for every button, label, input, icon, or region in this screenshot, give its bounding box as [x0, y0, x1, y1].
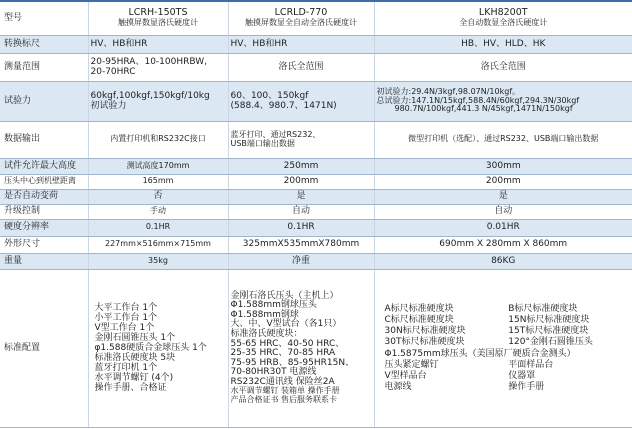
- config-v2-item: 70-80HR30T 电源线: [230, 367, 317, 378]
- force-v1: [88, 81, 228, 121]
- config-label: 标准配置: [0, 269, 88, 427]
- config-v3-item: 电源线: [384, 381, 412, 392]
- config-v2-item: 产品合格证书 售后服务联系卡: [230, 394, 338, 404]
- config-v2-item: 水平调节螺钉 装箱单 操作手册: [230, 386, 340, 396]
- throat-label: 压头中心到机壁距离: [0, 174, 88, 189]
- weight-v1: 35kg: [88, 253, 228, 269]
- force-v3-line: 总试验力:147.1N/15kgf,588.4N/60kgf,294.3N/30kgf: [376, 95, 580, 105]
- row-height: [0, 158, 632, 174]
- lift-v3: 自动: [374, 204, 632, 219]
- lift-label: 升级控制: [0, 204, 88, 219]
- size-label: 外形尺寸: [0, 236, 88, 253]
- config-v1-item: 小平工作台 1个: [94, 312, 158, 323]
- size-v2: 325mmX535mmX780mm: [228, 236, 374, 253]
- output-v2-line: USB端口输出数据: [230, 138, 295, 148]
- scale-v3: HB、HV、HLD、HK: [374, 35, 632, 53]
- resolution-v3: 0.01HR: [374, 219, 632, 236]
- force-v1-line: 60kgf,100kgf,150kgf/10kg: [90, 90, 210, 101]
- force-v2-line: 60、100、150kgf: [230, 90, 309, 101]
- resolution-label: 硬度分辨率: [0, 219, 88, 236]
- config-v2-item: 大、中、V型试台（各1只）: [230, 319, 342, 330]
- row-config: [0, 269, 632, 427]
- output-v3: 微型打印机（选配）、通过RS232、USB端口输出数据: [374, 121, 632, 158]
- config-v1-item: 金刚石圆锥压头 1个: [94, 332, 176, 343]
- model-2-desc: 触摸屏数显全自动全洛氏硬度计: [245, 18, 357, 28]
- config-v2: [228, 269, 374, 427]
- config-v3-item: V型样品台: [384, 370, 427, 381]
- config-v2-item: 标准洛氏硬度块：: [230, 329, 303, 339]
- model-1-name: LCRH-150TS: [128, 7, 188, 19]
- scale-v2: HV、HB和HR: [228, 35, 374, 53]
- output-label: 数据输出: [0, 121, 88, 158]
- throat-v2: 200mm: [228, 174, 374, 189]
- height-label: 试件允许最大高度: [0, 158, 88, 174]
- height-v1: 测试高度170mm: [88, 158, 228, 174]
- range-v2: 洛氏全范围: [228, 53, 374, 81]
- config-v2-item: RS232C通讯线 保险丝2A: [230, 376, 335, 387]
- row-lift: [0, 204, 632, 219]
- range-v1: [88, 53, 228, 81]
- config-v3-grid: [385, 304, 631, 392]
- output-v2-line: 蓝牙打印、通过RS232、: [230, 129, 321, 139]
- range-label: 测量范围: [0, 53, 88, 81]
- weight-v2: 净重: [228, 253, 374, 269]
- config-v3-item: 15T标尺标准硬度块: [508, 326, 589, 337]
- config-v2-item: Φ1.588mm钢球压头: [230, 300, 317, 311]
- config-v1-item: 蓝牙打印机 1个: [94, 363, 158, 374]
- model-1-desc: 触摸屏数显洛氏硬度计: [118, 18, 198, 28]
- throat-v3: 200mm: [374, 174, 632, 189]
- weight-label: 重量: [0, 253, 88, 269]
- config-v2-item: Φ1.588mm钢球: [230, 309, 299, 320]
- range-v3: 洛氏全范围: [374, 53, 632, 81]
- model-3-desc: 全自动数显全洛氏硬度计: [459, 18, 548, 28]
- config-v3: [374, 269, 632, 427]
- resolution-v2: 0.1HR: [228, 219, 374, 236]
- force-v2: [228, 81, 374, 121]
- model-1: [88, 1, 228, 35]
- output-v1: 内置打印机和RS232C接口: [88, 121, 228, 158]
- config-v3-item: 30N标尺标准硬度块: [384, 326, 466, 337]
- force-v3: [374, 81, 632, 121]
- model-2: [228, 1, 374, 35]
- resolution-v1: 0.1HR: [88, 219, 228, 236]
- row-size: [0, 236, 632, 253]
- model-label: 型号: [0, 1, 88, 35]
- config-v1-item: 标准洛氏硬度块 5块: [94, 353, 176, 364]
- auto-label: 是否自动变荷: [0, 189, 88, 204]
- row-auto: [0, 189, 632, 204]
- config-v3-item: B标尺标准硬度块: [508, 304, 578, 315]
- config-v1-item: 操作手册、合格证: [94, 383, 167, 394]
- output-v2: [228, 121, 374, 158]
- row-resolution: [0, 219, 632, 236]
- row-weight: [0, 253, 632, 269]
- config-v2-item: 25-35 HRC、70-85 HRA: [230, 348, 336, 359]
- config-v2-item: 55-65 HRC、40-50 HRC、: [230, 338, 345, 349]
- height-v3: 300mm: [374, 158, 632, 174]
- config-v3-item: 仪器罩: [508, 370, 536, 381]
- row-output: [0, 121, 632, 158]
- header-row: [0, 1, 632, 35]
- config-v3-item: C标尺标准硬度块: [384, 315, 454, 326]
- model-3: [374, 1, 632, 35]
- lift-v2: 自动: [228, 204, 374, 219]
- lift-v1: 手动: [88, 204, 228, 219]
- model-3-name: LKH8200T: [478, 7, 528, 19]
- row-scale: [0, 35, 632, 53]
- config-v3-item: Φ1.5875mm球压头（美国原厂硬质合金测头）: [384, 348, 576, 359]
- height-v2: 250mm: [228, 158, 374, 174]
- force-v2-line: (588.4、980.7、1471N): [230, 101, 337, 111]
- config-v3-item: 操作手册: [508, 381, 545, 392]
- row-force: [0, 81, 632, 121]
- config-v3-item: 30T标尺标准硬度块: [384, 337, 465, 348]
- config-v1-item: V型工作台 1个: [94, 322, 155, 333]
- config-v3-item: 平面样品台: [508, 359, 554, 370]
- force-label: 试验力: [0, 81, 88, 121]
- config-v3-item: A标尺标准硬度块: [384, 304, 454, 315]
- config-v3-item: 压头紧定螺钉: [384, 359, 439, 370]
- config-v1: [88, 269, 228, 427]
- scale-label: 转换标尺: [0, 35, 88, 53]
- weight-v3: 86KG: [374, 253, 632, 269]
- force-v1-line: 初试验力: [90, 101, 127, 111]
- force-v3-line: 980.7N/100kgf,441.3 N/45kgf,1471N/150kgf: [394, 104, 573, 114]
- config-v1-item: 大平工作台 1个: [94, 302, 158, 313]
- range-v1-line: 20-95HRA、10-100HRBW,: [90, 56, 207, 67]
- config-v3-item: 15N标尺标准硬度块: [508, 315, 590, 326]
- row-range: [0, 53, 632, 81]
- row-throat: [0, 174, 632, 189]
- auto-v3: 是: [374, 189, 632, 204]
- size-v1: 227mm×516mm×715mm: [88, 236, 228, 253]
- auto-v1: 否: [88, 189, 228, 204]
- config-v1-item: 水平调节螺钉 (4个): [94, 373, 174, 384]
- config-v1-item: φ1.588硬质合金球压头 1个: [94, 342, 207, 353]
- throat-v1: 165mm: [88, 174, 228, 189]
- config-v2-item: 金刚石洛氏压头（主机上）: [230, 290, 339, 301]
- force-v3-line: 初试验力:29.4N/3kgf,98.07N/10kgf。: [376, 86, 521, 96]
- model-2-name: LCRLD-770: [274, 7, 328, 19]
- scale-v1: HV、HB和HR: [88, 35, 228, 53]
- range-v1-line: 20-70HRC: [90, 67, 136, 77]
- auto-v2: 是: [228, 189, 374, 204]
- config-v3-item: 120°金刚石圆锥压头: [508, 337, 593, 348]
- config-v2-item: 75-95 HRB、85-95HR15N、: [230, 357, 355, 368]
- size-v3: 690mm X 280mm X 860mm: [374, 236, 632, 253]
